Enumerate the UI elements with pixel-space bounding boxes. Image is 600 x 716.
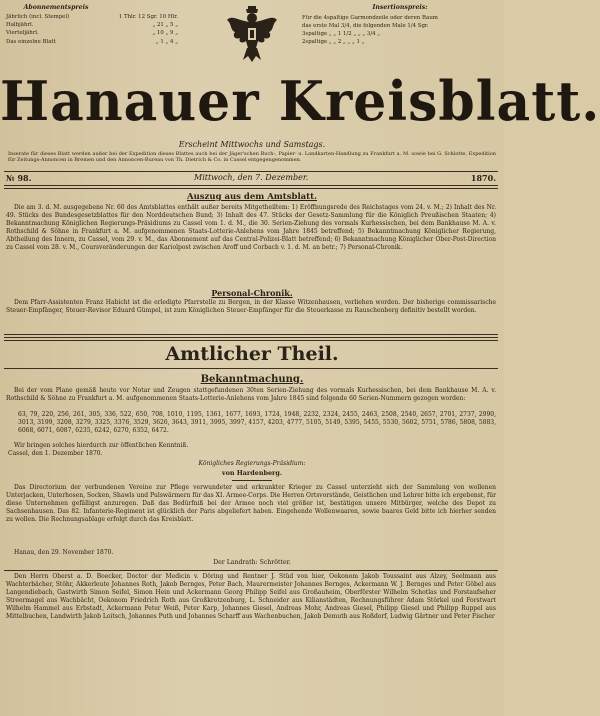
auszug-heading: Auszug aus dem Amtsblatt. xyxy=(187,192,317,202)
subscription-row: Jährlich (incl. Stempel) 1 Thlr. 12 Sgr. 10 Hlr. xyxy=(6,14,178,20)
personal-heading: Personal-Chronik. xyxy=(211,288,293,298)
insertion-title: Insertionspreis: xyxy=(372,4,428,11)
verein-place: Hanau, den 29. November 1870. xyxy=(14,549,114,556)
verein-signature: Der Landrath: Schrötter. xyxy=(213,559,291,566)
insertion-line: Für die 4spaltige Garmondzeile oder deren Raum xyxy=(302,14,438,21)
serial-numbers: 63, 79, 220, 256, 261, 305, 336, 522, 650, 708, 1010, 1195, 1361, 1677, 1693, 1724, 1948, 2232, 2324, 2455, 2463, 2508, 2540, 2657, 2701, 2737, 2990, 3013, 3199, 3208, 3279, 3325, 3376, 3529, 3626, 3643, 3911, 3995, 3997, 4157, 4203, 4777, 5105, 5149, 5395, 5455, 5530, 5602, 5751, 5786, 5808, 5883, 6068, 6071, 6087, 6235, 6242, 6270, 6352, 6472. xyxy=(18,411,496,434)
issue-date: Mittwoch, den 7. Dezember. xyxy=(194,173,309,182)
bekanntmachung-close: Wir bringen solches hierdurch zur öffentlichen Kenntniß. xyxy=(14,442,189,449)
bekanntmachung-intro: Bei der vom Plane gemäß heute vor Notar und Zeugen stattgefundenen 30ten Serien-Ziehung des vormals Kurhessischen, bei dem Bankhause M. A. v. Rothschild & Söhne zu Frankfurt a. M. aufgenommenen Staats-Lotterie-Anlehens vom Jahre 1845 sind folgende 60 Serien-Nummern gezogen worden: xyxy=(6,387,496,402)
issue-number: № 98. xyxy=(6,173,32,183)
subscription-box xyxy=(6,4,178,66)
subscription-row: Halbjährl. „ 21 „ 5 „ xyxy=(6,22,178,29)
bekanntmachung-heading: Bekanntmachung. xyxy=(200,374,304,385)
eagle-crest-icon xyxy=(226,4,278,64)
bekanntmachung-place: Cassel, den 1. Dezember 1870. xyxy=(8,450,103,457)
inserate-notice: Inserate für dieses Blatt werden außer bei der Expedition dieses Blattes auch bei der Jäger'schen Buch-, Papier- u. Landkarten-Handlung zu Frankfurt a. M. sowie bei G. Schlotte, Expedition für Zeitungs-Annoncen in Bremen und den Annoncen-Bureau von Th. Dietrich & Co. in Cassel entgegengenommen. xyxy=(8,151,496,164)
issue-line xyxy=(6,173,496,183)
insertion-line: 2spaltige „ „ 2 „ „ „ 1 „ xyxy=(302,39,365,46)
section-heading: Amtlicher Theil. xyxy=(165,343,339,365)
insertion-line: 3spaltige „ „ 1 1/2 „ „ „ 3/4 „ xyxy=(302,30,381,37)
subtitle: Erscheint Mittwochs und Samstags. xyxy=(178,140,326,149)
personal-text: Dem Pfarr-Assistenten Franz Habicht ist die erledigte Pfarrstelle zu Bergen, in der Klasse Witzenhausen, verliehen worden. Der bisherige commissarische Steuer-Empfänger, Steuer-Revisor Eduard Gümpel, ist zum Königlichen Steuer-Empfänger für die Steuerkasse zu Rauschenberg definitiv bestellt worden. xyxy=(6,299,496,314)
verein-text: Das Directorium der verbundenen Vereine zur Pflege verwundeter und erkrankter Krieger zu Cassel unterzieht sich der Sammlung von wollenen Unterjacken, Unterhosen, Socken, Shawls und Pulswärmern für das XI. Armee-Corps. Die Herren Ortsvorstände, Geistlichen und Lehrer bitte ich ergebenst, für diese Unternehmen gefälligst anzuregen. Daß das Bedürfniß bei der Armee noch viel größer ist, bestätigen unsere Mitbürger, welche des Depot zu Sachsenhausen. Das 82. Infanterie-Regiment ist glücklich der Paris abgeliefert haben. Eingehende Wollenwaaren, sowie baares Geld bitte ich hierher senden zu wollen. Die Rechnungsablage erfolgt durch das Kreisblatt. xyxy=(6,484,496,523)
bekanntmachung-authority: Königliches Regierungs-Präsidium: xyxy=(198,460,306,467)
issue-year: 1870. xyxy=(470,173,496,183)
insertion-box xyxy=(302,4,498,66)
subscription-row: Das einzelne Blatt „ 1 „ 4 „ xyxy=(6,38,178,45)
insertion-line: das erste Mal 3/4, die folgenden Male 1/4 Sgr. xyxy=(302,22,429,29)
subscription-row: Vierteljährl. „ 10 „ 9 „ xyxy=(6,30,178,37)
auszug-text: Die am 3. d. M. ausgegebene Nr. 60 des Amtsblattes enthält außer bereits Mitgetheiltem: 1) Eröffnungsrede des Reichstages vom 24. v. M.; 2) Inhalt des Nr. 49. Stücks des Bundesgesetzblattes für den Norddeutschen Bund; 3) Inhalt des 47. Stücks der Gesetz-Sammlung für die Königlich Preußischen Staaten; 4) Bekanntmachung Königlichen Regierungs-Präsidiums zu Cassel vom 1. d. M., die 30. Serien-Ziehung des vormals Kurhessischen, bei dem Bankhause M. A. v. Rothschild & Söhne in Frankfurt a. M. aufgenommenen Staats-Lotterie-Anlehens vom Jahre 1845 betreffend; 5) Bekanntmachung Königlicher Regierung, Abtheilung des Innern, zu Cassel, vom 29. v. M., das Abonnement auf das Central-Polizei-Blatt betreffend; 6) Bekanntmachung Königlicher Ober-Post-Direction zu Cassel vom 28. v. M., Coursveränderungen der Kariolpost zwischen Aroff und Corbach v. 1. d. M. an betr.; 7) Personal-Chronik. xyxy=(6,204,496,251)
subscription-title: Abonnementspreis xyxy=(23,4,89,11)
masthead-title: Hanauer Kreisblatt. xyxy=(0,69,600,134)
bekanntmachung-signature: von Hardenberg. xyxy=(221,469,283,477)
final-text: Den Herrn Oberst a. D. Boecker, Doctor der Medicin v. Döring und Rentner J. Stüd von hier, Oekonom Jakob Toussaint aus Alzey, Seelmann aus Wachterbächer, Stöhr, Akkerleute Johannes Roth, Jakob Bernges, Peter Bach, Maurermeister Johannes Bernges, Ackermann W. J. Bernges und Peter Göbel aus Langendiebach, Gastwirth Simon Seifel, Simon Hein und Ackermann Georg Philipp Seifel aus Großauheim, Oberförster Wilhelm Schotlas und Forstaufseher Streermagel aus Wachbächt, Oekonom Friedrich Roth aus Großkrotzenburg, L. Schneider aus Kilianstädten, Rechnungsführer Adam Störkel und Forstwart Wilhelm Hammel aus Erbstadt, Ackermann Peter Weiß, Peter Karp, Johannes Giesel, Andreas Mohr, Andreas Giesel, Philipp Giesel und Philipp Ruppel aus Mittelbuchen, Landwirth Jakob Loitsch, Johannes Puth und Johannes Scharff aus Wachenbuchen, Jakob Demuth aus Roßdorf, Ludwig Gärtner und Peter Fischer xyxy=(6,573,496,620)
